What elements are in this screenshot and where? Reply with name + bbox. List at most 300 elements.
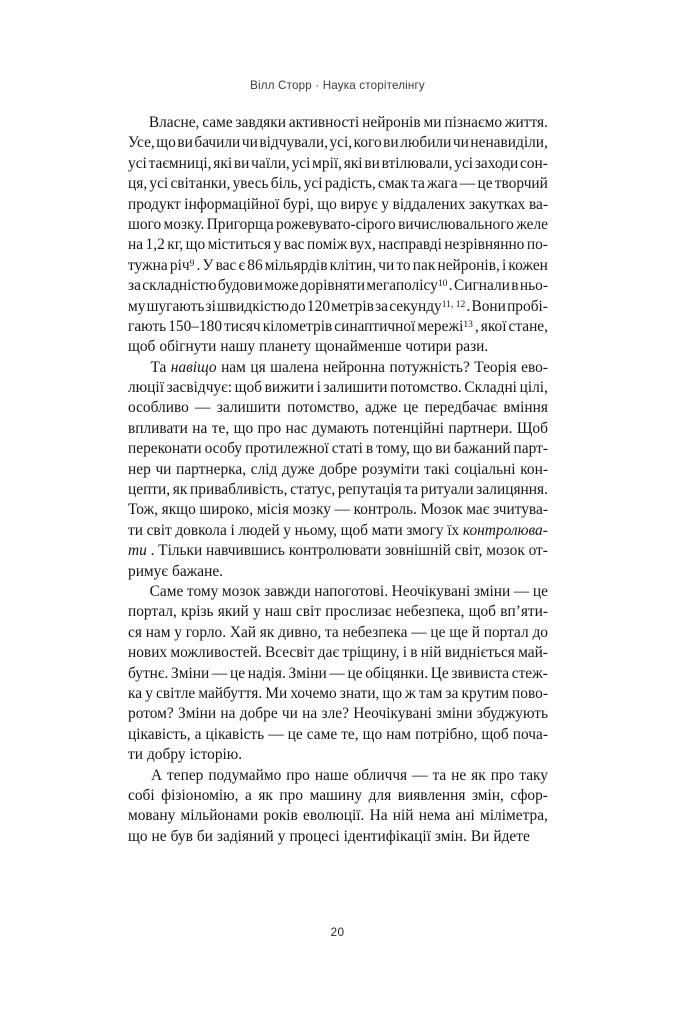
word: синаптичної xyxy=(334,317,416,335)
word: звивиста xyxy=(451,664,510,682)
word: закутках xyxy=(469,195,526,213)
word: і xyxy=(501,256,507,274)
word: у xyxy=(145,684,153,702)
word: пак xyxy=(412,256,436,274)
word: ви xyxy=(435,440,451,458)
word: любили xyxy=(400,134,452,152)
word: ся xyxy=(128,623,142,641)
word: — xyxy=(459,175,476,193)
word: такі xyxy=(424,460,450,478)
word: ва- xyxy=(528,195,548,213)
text-line xyxy=(128,480,548,500)
word: видніється xyxy=(444,644,515,662)
word: це xyxy=(532,582,548,600)
word: завжди xyxy=(264,582,311,600)
word: про xyxy=(286,766,310,784)
word: як xyxy=(258,786,273,804)
paragraph xyxy=(128,766,548,848)
word: таємниці, xyxy=(148,154,212,172)
word: пробі- xyxy=(507,297,548,315)
word: знати, xyxy=(339,684,380,702)
word: міліметра, xyxy=(480,807,548,825)
word: щоб xyxy=(340,521,369,539)
word: Складні xyxy=(464,379,517,397)
word: стане, xyxy=(508,317,548,335)
text-line xyxy=(128,602,548,622)
word: дає xyxy=(317,644,340,662)
word: а xyxy=(194,725,202,743)
word: у xyxy=(174,623,182,641)
word: що xyxy=(185,236,206,254)
word-with-footnote-ref: мегаполісу$^{10}$ xyxy=(366,277,448,295)
word: поміж xyxy=(306,236,348,254)
word: цікавість, xyxy=(128,725,191,743)
word: розуміти xyxy=(361,460,420,478)
word: ані xyxy=(455,807,475,825)
word: небезпека xyxy=(342,623,408,641)
word: це xyxy=(347,664,363,682)
body-text-block xyxy=(128,113,548,847)
word: це xyxy=(403,399,419,417)
word: які xyxy=(213,154,233,172)
word: . xyxy=(466,297,471,315)
word: — xyxy=(195,399,211,417)
word: соціальні xyxy=(454,460,516,478)
word: мовану xyxy=(128,807,176,825)
word: про xyxy=(490,766,515,784)
word: ти xyxy=(128,746,143,764)
word: мозок xyxy=(486,542,525,560)
word: їх xyxy=(447,521,460,539)
word: за xyxy=(128,277,141,295)
word: йдете xyxy=(493,827,530,845)
word: навіщо xyxy=(170,358,217,376)
word: незрівнянно xyxy=(444,236,525,254)
word: та xyxy=(432,766,447,784)
word: потенційні xyxy=(373,419,444,437)
word: потомство. xyxy=(390,379,462,397)
word: мати xyxy=(371,521,403,539)
word: якої xyxy=(480,317,507,335)
word: вирує xyxy=(340,195,378,213)
text-line xyxy=(128,541,548,561)
word: Ми xyxy=(265,684,288,702)
word: тепер xyxy=(167,766,204,784)
text-line xyxy=(128,174,548,194)
word: Та xyxy=(150,358,167,376)
word: по- xyxy=(526,236,548,254)
word-with-footnote-ref: мережі$^{13}$ xyxy=(417,317,473,335)
word: вп’яти- xyxy=(500,603,548,621)
word: залишити xyxy=(216,399,281,417)
word: ти xyxy=(128,542,147,560)
word: чотири xyxy=(405,338,452,356)
text-line xyxy=(128,562,548,582)
word: машину xyxy=(309,786,363,804)
text-line xyxy=(128,745,548,765)
word: думають xyxy=(311,419,369,437)
word: насправді xyxy=(378,236,442,254)
word: Неочікувані xyxy=(391,582,471,600)
word: кожен xyxy=(508,256,548,274)
word: що xyxy=(362,725,383,743)
word: переконати xyxy=(128,440,202,458)
text-line xyxy=(128,664,548,684)
word: не xyxy=(451,766,467,784)
word: продукт xyxy=(128,195,181,213)
word: засвідчує: xyxy=(166,379,233,397)
word: тому, xyxy=(376,440,410,458)
word: процесі xyxy=(289,827,340,845)
text-line xyxy=(128,500,548,520)
paragraph xyxy=(128,582,548,766)
word: мрії, xyxy=(312,154,342,172)
word: статус, xyxy=(290,481,336,499)
word: нам xyxy=(386,725,412,743)
word: гають xyxy=(128,317,167,335)
word: Зміни xyxy=(288,664,327,682)
word: добре xyxy=(319,460,358,478)
word: на xyxy=(220,705,236,723)
text-line xyxy=(128,684,548,704)
word: активності xyxy=(288,114,360,131)
word: — xyxy=(411,623,427,641)
word: контролюва- xyxy=(462,521,548,539)
word: задіяний xyxy=(216,827,274,845)
word: . xyxy=(196,256,201,274)
footnote-reference[interactable]: 10 xyxy=(437,278,448,290)
word: це xyxy=(287,725,303,743)
word: чи xyxy=(452,134,469,152)
word: в xyxy=(511,277,519,295)
word: нейронів xyxy=(362,114,421,131)
word: чи xyxy=(378,256,395,274)
word: у xyxy=(273,236,282,254)
word: світ xyxy=(146,521,172,539)
text-line xyxy=(128,133,548,153)
word: 86 xyxy=(247,256,263,274)
word: усі xyxy=(291,154,311,172)
text-line xyxy=(128,786,548,806)
word: місія xyxy=(256,501,289,519)
word: портал, xyxy=(128,603,177,621)
word: контроль. xyxy=(353,501,417,519)
word: цепти, xyxy=(128,481,171,499)
word: чи xyxy=(155,460,172,478)
word: ритуали xyxy=(420,481,474,499)
word: цілі, xyxy=(519,379,548,397)
word: історію. xyxy=(189,746,243,764)
word: желе xyxy=(516,215,548,233)
word: що xyxy=(382,684,403,702)
word: творчий xyxy=(494,175,548,193)
word: мільярдів xyxy=(264,256,328,274)
word: світанки, xyxy=(170,175,231,193)
text-line xyxy=(128,378,548,398)
word: саме xyxy=(202,114,233,131)
word: дорівняти xyxy=(299,277,365,295)
word: кг, xyxy=(167,236,184,254)
word: мозку. xyxy=(163,215,205,233)
word: Тож, xyxy=(128,501,159,519)
word: сон- xyxy=(519,154,548,172)
word: метрів xyxy=(331,297,374,315)
word: шалена xyxy=(270,358,319,376)
word: що xyxy=(128,827,148,845)
word: залицяння. xyxy=(476,481,548,499)
word: у xyxy=(277,827,286,845)
text-line xyxy=(128,154,548,174)
word: Ви xyxy=(470,827,490,845)
word: те, xyxy=(341,725,359,743)
word: зовнішній xyxy=(384,542,451,560)
word: усі xyxy=(303,175,323,193)
word: є xyxy=(238,256,246,274)
word: віддалених xyxy=(392,195,466,213)
word: кон- xyxy=(520,460,548,478)
word: якщо xyxy=(161,501,196,519)
word: бурі, xyxy=(282,195,314,213)
word: хочемо xyxy=(290,684,337,702)
word: У xyxy=(202,256,214,274)
word: як xyxy=(471,766,486,784)
word: й xyxy=(471,623,480,641)
text-line xyxy=(128,398,548,418)
word: Саме xyxy=(149,582,184,600)
word: ми xyxy=(423,114,442,131)
word: що xyxy=(233,419,254,437)
word: зі xyxy=(205,297,216,315)
text-line xyxy=(128,725,548,745)
word: вміння xyxy=(503,399,548,417)
word: римує xyxy=(128,562,168,580)
word: наш xyxy=(264,603,292,621)
word: ще xyxy=(449,623,468,641)
word: прослизає xyxy=(325,603,392,621)
word: нам xyxy=(221,358,246,376)
word: міститься xyxy=(207,236,272,254)
word: ньо- xyxy=(519,277,548,295)
word: обігнути xyxy=(159,338,217,356)
word: ви xyxy=(383,134,399,152)
word: на xyxy=(128,236,144,254)
word: світ xyxy=(295,603,322,621)
word: ця xyxy=(250,358,266,376)
word: увесь xyxy=(232,175,269,193)
word: — xyxy=(268,725,284,743)
word: Власне, xyxy=(148,114,200,131)
word: нас xyxy=(285,419,308,437)
word: за xyxy=(375,297,389,315)
word: добре xyxy=(239,705,278,723)
word: та xyxy=(411,175,425,193)
word: особу xyxy=(204,440,243,458)
word: крутим xyxy=(461,684,509,702)
word: нових xyxy=(128,644,168,662)
word: потужність? xyxy=(389,358,470,376)
text-line xyxy=(128,623,548,643)
word: вичислювального xyxy=(398,215,514,233)
text-line xyxy=(128,643,548,663)
word: репутація xyxy=(337,481,402,499)
text-line xyxy=(128,215,548,235)
paragraph xyxy=(128,113,548,358)
text-line xyxy=(128,419,548,439)
word: у xyxy=(252,603,261,621)
word: і xyxy=(316,379,321,397)
word: світ, xyxy=(454,542,483,560)
word: особливо xyxy=(128,399,189,417)
word: це xyxy=(477,175,493,193)
word: А xyxy=(150,766,163,784)
word: горло. xyxy=(185,623,227,641)
word: жага xyxy=(427,175,458,193)
word: у xyxy=(283,521,291,539)
word: завдяки xyxy=(235,114,286,131)
word: і xyxy=(230,521,235,539)
word: нашу xyxy=(220,338,256,356)
word: — xyxy=(334,501,350,519)
word: потомство, xyxy=(287,399,359,417)
word: на xyxy=(192,419,208,437)
word: рази. xyxy=(455,338,489,356)
word: радість, xyxy=(324,175,376,193)
text-line xyxy=(128,460,548,480)
word: Усе, xyxy=(128,134,155,152)
word: ви xyxy=(177,134,193,152)
word: чи xyxy=(241,134,258,152)
word: вас xyxy=(283,236,305,254)
word: тужна xyxy=(128,256,168,274)
word: років xyxy=(263,807,298,825)
word: бачили xyxy=(194,134,241,152)
word: собі xyxy=(128,786,155,804)
word: Всесвіт xyxy=(264,644,315,662)
word: будови xyxy=(217,277,263,295)
word: портал xyxy=(483,623,529,641)
word: ній xyxy=(392,807,414,825)
word: Тільки xyxy=(158,542,203,560)
word: до xyxy=(532,623,548,641)
word: за xyxy=(445,684,459,702)
footnote-reference[interactable]: 11, 12 xyxy=(441,298,466,310)
word: . xyxy=(448,277,453,295)
word: Хай xyxy=(229,623,257,641)
word: заходи xyxy=(474,154,519,172)
word: може xyxy=(264,277,299,295)
text-line xyxy=(128,317,548,337)
word: ідентифікації xyxy=(343,827,431,845)
word: На xyxy=(369,807,388,825)
word: вух, xyxy=(349,236,376,254)
word: дуже xyxy=(282,460,315,478)
word: це xyxy=(229,664,246,682)
word: людей xyxy=(238,521,280,539)
text-line xyxy=(128,358,548,378)
word: залишити xyxy=(323,379,388,397)
word: небезпека, xyxy=(395,603,465,621)
word: стеж- xyxy=(511,664,548,682)
word: життя. xyxy=(504,114,548,131)
word: зміни xyxy=(436,705,473,723)
word: наше xyxy=(314,766,349,784)
word: обіцянки. xyxy=(365,664,429,682)
word: має xyxy=(466,501,490,519)
word: не xyxy=(151,827,167,845)
word: бажане. xyxy=(171,562,224,580)
word: нема xyxy=(418,807,451,825)
word: Теорія xyxy=(474,358,517,376)
text-line xyxy=(128,521,548,541)
word-with-footnote-ref: річ$^9$ xyxy=(169,256,195,274)
text-line xyxy=(128,113,548,133)
word: змогу xyxy=(406,521,444,539)
word: контролювати xyxy=(288,542,382,560)
word: вижити xyxy=(264,379,314,397)
word: бутнє. xyxy=(128,664,169,682)
word: навчившись xyxy=(206,542,285,560)
word: усі, xyxy=(329,134,353,152)
text-line xyxy=(128,582,548,602)
word: протилежної xyxy=(245,440,329,458)
word: зчитува- xyxy=(492,501,548,519)
word: клітин, xyxy=(329,256,377,274)
word: люції xyxy=(128,379,164,397)
word: широко, xyxy=(199,501,254,519)
word: те, xyxy=(211,419,230,437)
word: що xyxy=(156,134,176,152)
word: щонайменше xyxy=(315,338,402,356)
word: про xyxy=(279,786,304,804)
word: усі xyxy=(149,175,169,193)
word: ка xyxy=(128,684,143,702)
word: для xyxy=(368,786,392,804)
word: Неочікувані xyxy=(353,705,432,723)
word: планету xyxy=(259,338,312,356)
footnote-reference[interactable]: 13 xyxy=(463,318,473,330)
word: про xyxy=(257,419,282,437)
word: май- xyxy=(518,644,548,662)
word: був xyxy=(170,827,193,845)
word: кого xyxy=(353,134,382,152)
word: привабливість, xyxy=(190,481,288,499)
word: нам xyxy=(145,623,171,641)
text-line xyxy=(128,704,548,724)
word: світле xyxy=(156,684,196,702)
text-line xyxy=(128,439,548,459)
word: сфор- xyxy=(510,786,548,804)
word: Щоб xyxy=(516,419,548,437)
word: нейронна xyxy=(323,358,386,376)
word: — xyxy=(412,766,428,784)
word: ньому, xyxy=(294,521,338,539)
word: і xyxy=(402,644,408,662)
word: би xyxy=(196,827,213,845)
word: інформаційної xyxy=(184,195,280,213)
word: Зміни xyxy=(177,705,217,723)
word: напоготові. xyxy=(314,582,389,600)
word: — xyxy=(211,664,228,682)
word: вас xyxy=(215,256,237,274)
text-line xyxy=(128,766,548,786)
text-line xyxy=(128,276,548,296)
word: зле? xyxy=(321,705,349,723)
word: мозок xyxy=(221,582,261,600)
word: усі xyxy=(454,154,474,172)
footnote-reference[interactable]: 9 xyxy=(189,257,195,269)
word: Це xyxy=(430,664,449,682)
word: мозку xyxy=(292,501,331,519)
